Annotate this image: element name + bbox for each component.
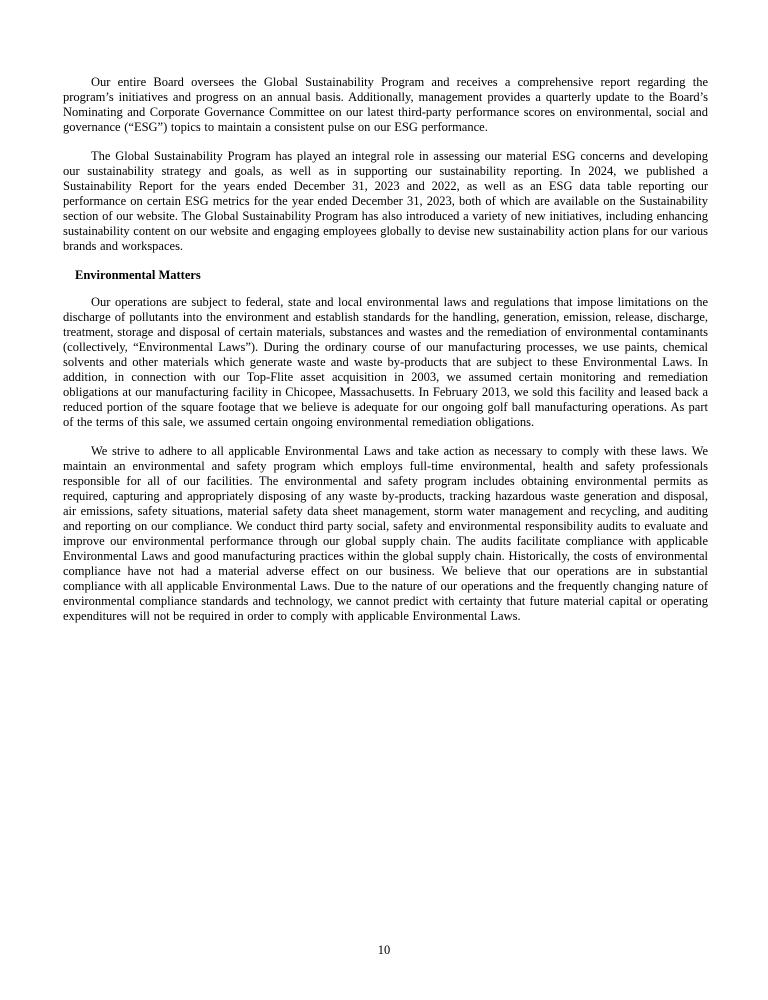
- section-heading-environmental-matters: Environmental Matters: [75, 268, 201, 282]
- paragraph-environmental-compliance: We strive to adhere to all applicable Environmental Laws and take action as necessary to comply with these laws. We maintain an environmental and safety program which employs full-time environmental, health and safety professionals responsible for all of our facilities. The environmental and safety program includes obtaining environmental permits as required, capturing and appropriately disposing of any waste by-products, tracking hazardous waste generation and disposal, air emissions, safety situations, material safety data sheet management, storm water management and recycling, and auditing and reporting on our compliance. We conduct third party social, safety and environmental responsibility audits to evaluate and improve our environmental performance through our global supply chain. The audits facilitate compliance with applicable Environmental Laws and good manufacturing practices within the global supply chain. Historically, the costs of environmental compliance have not had a material adverse effect on our business. We believe that our operations are in substantial compliance with all applicable Environmental Laws. Due to the nature of our operations and the frequently changing nature of environmental compliance standards and technology, we cannot predict with certainty that future material capital or operating expenditures will not be required in order to comply with applicable Environmental Laws.: [63, 444, 708, 623]
- paragraph-global-sustainability-program: The Global Sustainability Program has played an integral role in assessing our material ESG concerns and developing our sustainability strategy and goals, as well as in supporting our sustainability reporting. In 2024, we published a Sustainability Report for the years ended December 31, 2023 and 2022, as well as an ESG data table reporting our performance on certain ESG metrics for the year ended December 31, 2023, both of which are available on the Sustainability section of our website. The Global Sustainability Program has also introduced a variety of new initiatives, including enhancing sustainability content on our website and engaging employees globally to devise new sustainability action plans for our various brands and workspaces.: [63, 149, 708, 253]
- page-number: 10: [377, 943, 391, 957]
- paragraph-board-sustainability-oversight: Our entire Board oversees the Global Sustainability Program and receives a comprehensive report regarding the program’s initiatives and progress on an annual basis. Additionally, management provides a quarterly update to the Board’s Nominating and Corporate Governance Committee on our latest third-party performance scores on environmental, social and governance (“ESG”) topics to maintain a consistent pulse on our ESG performance.: [63, 75, 708, 134]
- page-body-text: [63, 75, 708, 638]
- paragraph-environmental-laws-operations: Our operations are subject to federal, state and local environmental laws and regulations that impose limitations on the discharge of pollutants into the environment and establish standards for the handling, generation, emission, release, discharge, treatment, storage and disposal of certain materials, substances and wastes and the remediation of environmental contaminants (collectively, “Environmental Laws”). During the ordinary course of our manufacturing processes, we use paints, chemical solvents and other materials which generate waste and waste by-products that are subject to these Environmental Laws. In addition, in connection with our Top-Flite asset acquisition in 2003, we assumed certain monitoring and remediation obligations at our manufacturing facility in Chicopee, Massachusetts. In February 2013, we sold this facility and leased back a reduced portion of the square footage that we believe is adequate for our ongoing golf ball manufacturing operations. As part of the terms of this sale, we assumed certain ongoing environmental remediation obligations.: [63, 295, 708, 429]
